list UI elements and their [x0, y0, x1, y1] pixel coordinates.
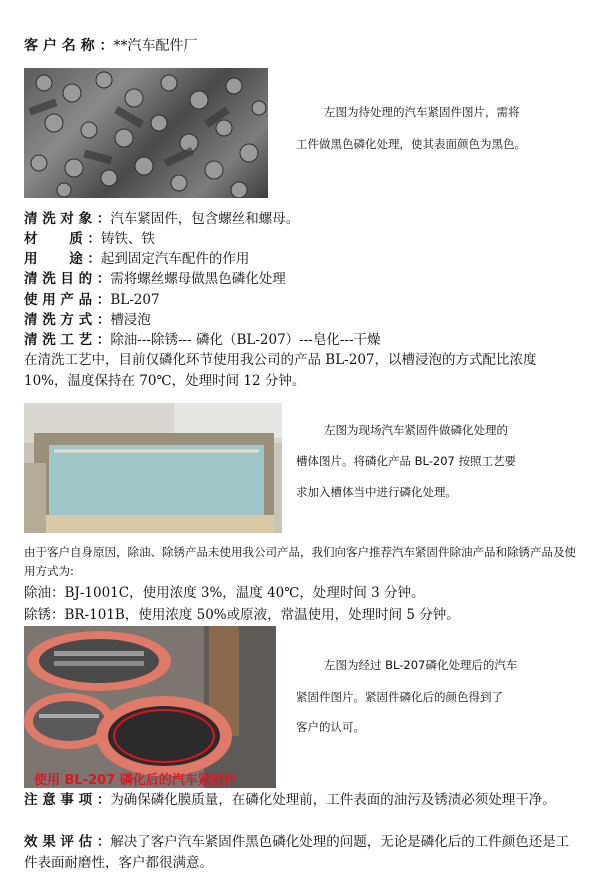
photo2-caption-line-2: 槽体图片。将磷化产品 BL-207 按照工艺要 [296, 454, 517, 468]
recommendation-derust: 除锈：BR-101B，使用浓度 50%或原液，常温使用，处理时间 5 分钟。 [24, 607, 460, 623]
evaluation-value: 解决了客户汽车紧固件黑色磷化处理的问题，无论是磷化后的工件颜色还是工件表面耐磨性，客户都很满意。 [24, 834, 570, 871]
detail-label: 清 洗 目 的 ： [24, 271, 111, 287]
photo-raw-fasteners [24, 68, 268, 198]
photo3-overlay-label: 使用 BL-207 磷化后的汽车紧固件 [34, 773, 237, 788]
photo3-caption-line-3: 客户的认可。 [296, 720, 365, 734]
photo3-caption-line-2: 紧固件图片。紧固件磷化后的颜色得到了 [296, 690, 503, 704]
photo2-caption-line-1: 左图为现场汽车紧固件做磷化处理的 [324, 423, 508, 437]
detail-value: 槽浸泡 [110, 312, 151, 328]
photo1-caption-line-2: 工件做黑色磷化处理，使其表面颜色为黑色。 [296, 137, 526, 151]
photo2-caption-line-3: 求加入槽体当中进行磷化处理。 [296, 485, 457, 499]
detail-label: 清 洗 对 象 ： [24, 211, 111, 227]
fasteners-texture [24, 68, 268, 198]
detail-value: 铸铁、铁 [100, 231, 155, 247]
detail-value: 起到固定汽车配件的作用 [100, 251, 250, 267]
customer-note: 由于客户自身原因，除油、除锈产品未使用我公司产品，我们向客户推荐汽车紧固件除油产品和除锈产品及使用方式为: [24, 545, 576, 578]
evaluation-label: 效 果 评 估 ： [24, 834, 111, 850]
customer-name-value: **汽车配件厂 [113, 38, 198, 54]
detail-value: 除油---除锈--- 磷化（BL-207）---皂化---干燥 [110, 332, 381, 348]
treated-basins-drawing [24, 626, 276, 788]
photo3-caption-line-1: 左图为经过 BL-207磷化处理后的汽车 [324, 658, 518, 672]
detail-row-purpose [24, 270, 286, 288]
detail-label: 用 途 ： [24, 251, 101, 267]
evaluation-paragraph [24, 832, 580, 874]
recommendation-degrease: 除油：BJ-1001C，使用浓度 3%，温度 40℃，处理时间 3 分钟。 [24, 585, 425, 601]
detail-row-method [24, 311, 151, 329]
detail-row-usage [24, 250, 249, 268]
customer-name-row [24, 37, 198, 55]
photo-phosphating-tank [24, 403, 282, 533]
detail-label: 清 洗 方 式 ： [24, 312, 111, 328]
photo1-caption-line-1: 左图为待处理的汽车紧固件图片，需将 [324, 105, 520, 119]
detail-row-process [24, 331, 381, 349]
customer-name-label: 客 户 名 称 ： [24, 38, 114, 54]
detail-label: 清 洗 工 艺 ： [24, 332, 111, 348]
tank-drawing [24, 403, 282, 533]
detail-value: 汽车紧固件，包含螺丝和螺母。 [110, 211, 300, 227]
notes-value: 为确保磷化膜质量，在磷化处理前，工件表面的油污及锈渍必须处理干净。 [110, 792, 556, 808]
photo-treated-fasteners [24, 626, 276, 788]
detail-row-product [24, 291, 160, 309]
detail-label: 使 用 产 品 ： [24, 292, 111, 308]
notes-paragraph [24, 790, 580, 811]
notes-label: 注 意 事 项 ： [24, 792, 111, 808]
detail-value: BL-207 [110, 292, 160, 308]
detail-label: 材 质 ： [24, 231, 101, 247]
process-note: 在清洗工艺中，目前仅磷化环节使用我公司的产品 BL-207，以槽浸泡的方式配比浓度 10%，温度保持在 70℃，处理时间 12 分钟。 [24, 352, 537, 389]
detail-row-material [24, 230, 155, 248]
detail-value: 需将螺丝螺母做黑色磷化处理 [110, 271, 286, 287]
detail-row-target [24, 210, 299, 228]
